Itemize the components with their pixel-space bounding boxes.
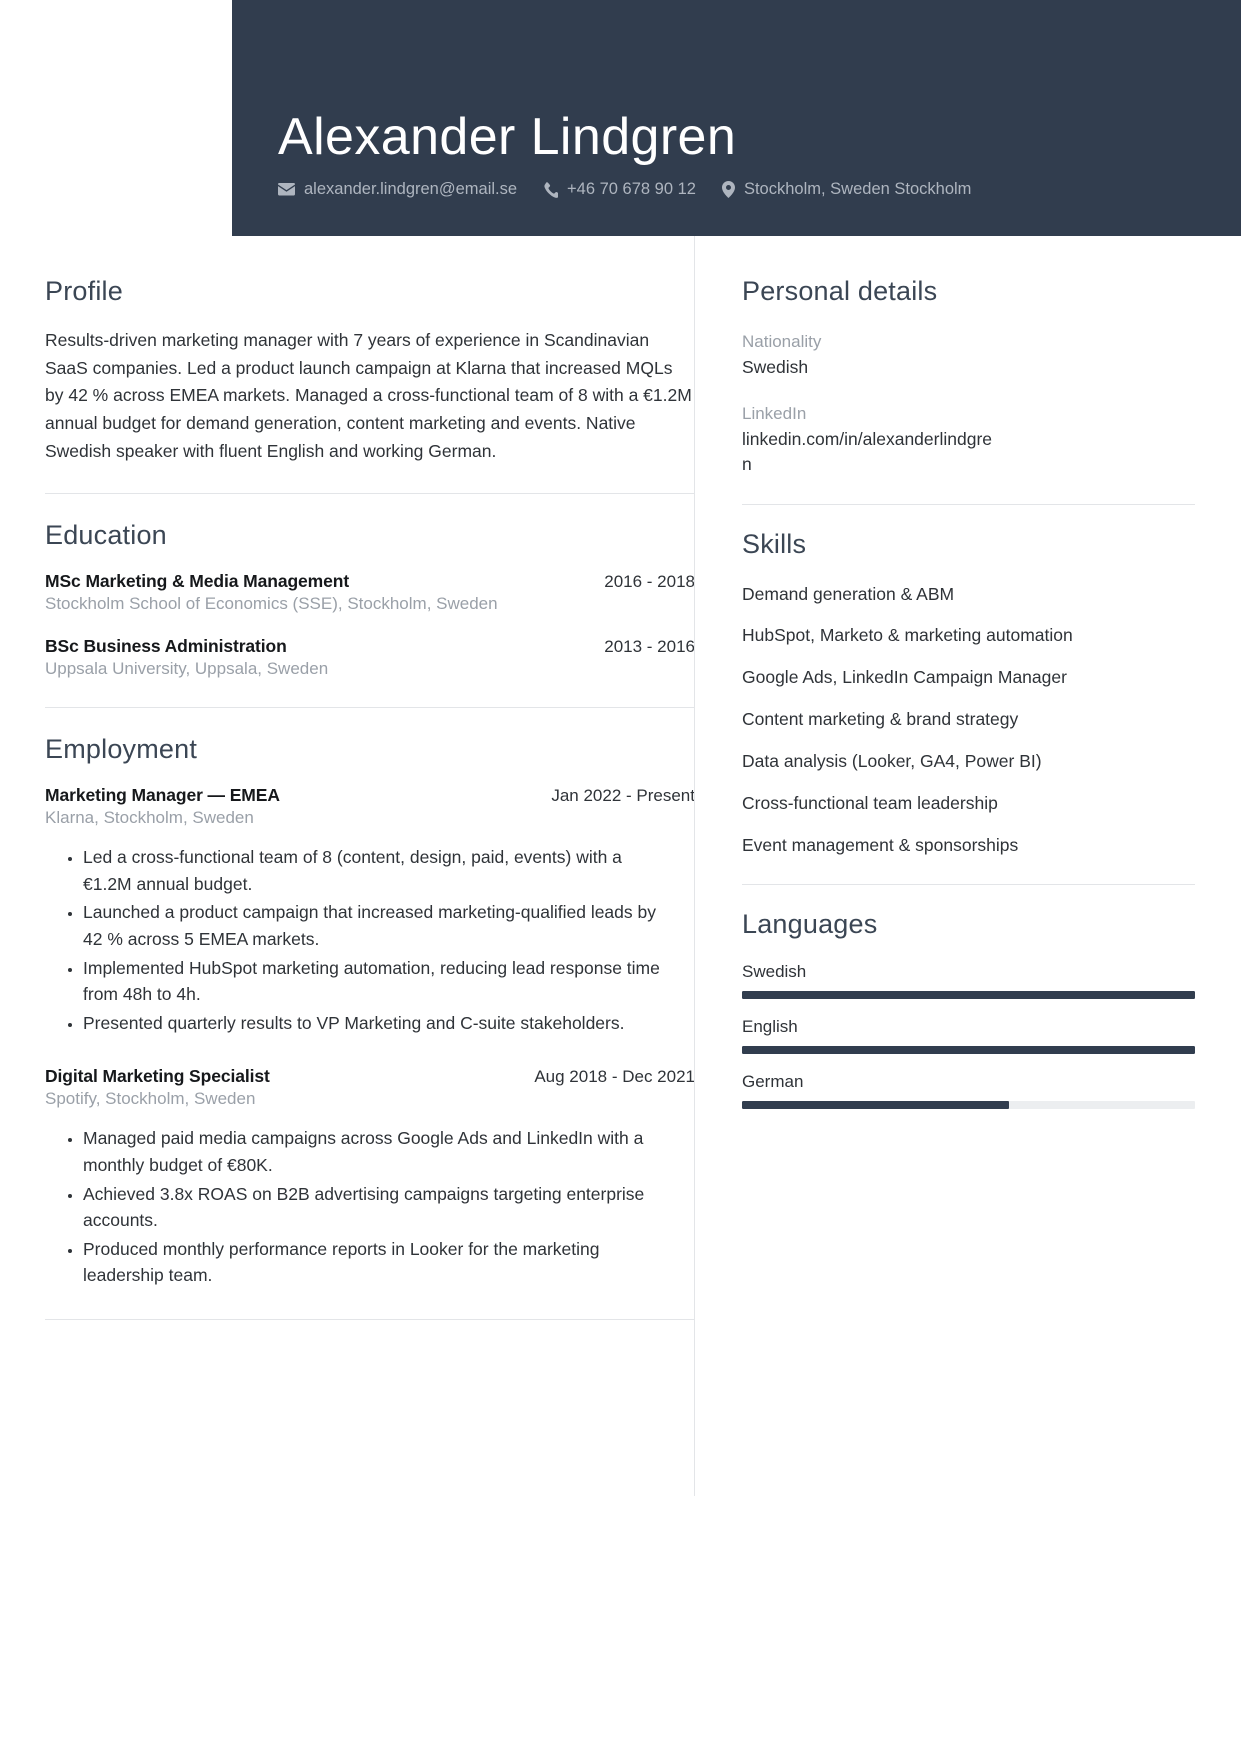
contact-phone-text: +46 70 678 90 12 [567, 180, 696, 199]
employment-entry-head [45, 1066, 695, 1087]
resume-header [232, 0, 1241, 236]
skill-item: Cross-functional team leadership [742, 792, 998, 813]
personal-details-heading: Personal details [742, 276, 938, 306]
contact-location[interactable] [722, 181, 971, 198]
skill-item: HubSpot, Marketo & marketing automation [742, 625, 1073, 646]
education-institution: Uppsala University, Uppsala, Sweden [45, 659, 329, 679]
list-item: • Managed paid media campaigns across Google Ads and LinkedIn with a monthly budget of €80K. [83, 1125, 665, 1178]
language-level-track [742, 991, 1195, 999]
employment-company: Spotify, Stockholm, Sweden [45, 1089, 256, 1109]
employment-heading: Employment [45, 734, 198, 765]
language-item [742, 1072, 1195, 1109]
contact-location-text: Stockholm, Sweden Stockholm [743, 180, 972, 199]
divider [742, 504, 1195, 505]
profile-text: Results-driven marketing manager with 7 years of experience in Scandinavian SaaS companies. Led a product launch campaign at Klarna that increased MQLs by 42 % across EMEA markets. Managed a cross-functional team of 8 with a €1.2M annual budget for demand generation, content marketing and events. Native Swedish speaker with fluent English and working German. [45, 330, 692, 461]
skill-item: Content marketing & brand strategy [742, 709, 1019, 730]
employment-bullets [45, 1125, 665, 1289]
section-personal-details [742, 276, 1195, 477]
section-languages [742, 909, 1195, 1109]
language-name: Swedish [742, 962, 807, 982]
employment-entry [45, 1066, 694, 1289]
language-item [742, 1017, 1195, 1054]
list-item: • Launched a product campaign that increased marketing-qualified leads by 42 % across 5 EMEA markets. [83, 899, 665, 952]
skill-item: Demand generation & ABM [742, 583, 955, 604]
education-degree: BSc Business Administration [45, 636, 287, 657]
language-level-fill [742, 1046, 1195, 1054]
language-item [742, 962, 1195, 999]
personal-detail-linkedin [742, 401, 1195, 476]
employment-company: Klarna, Stockholm, Sweden [45, 808, 254, 828]
detail-label: Nationality [742, 332, 822, 351]
education-entry [45, 636, 694, 679]
language-level-track [742, 1046, 1195, 1054]
skill-item: Event management & sponsorships [742, 834, 1019, 855]
employment-role: Marketing Manager — EMEA [45, 785, 280, 806]
contact-email[interactable] [278, 181, 517, 198]
education-institution: Stockholm School of Economics (SSE), Stockholm, Sweden [45, 594, 498, 614]
language-level-fill [742, 1101, 1009, 1109]
resume-body [0, 236, 1241, 1496]
contact-phone[interactable] [543, 181, 696, 198]
employment-dates: Aug 2018 - Dec 2021 [534, 1067, 695, 1087]
employment-role: Digital Marketing Specialist [45, 1066, 270, 1087]
employment-entry [45, 785, 694, 1036]
contact-email-text: alexander.lindgren@email.se [304, 180, 518, 199]
sidebar-column [694, 236, 1241, 1496]
main-column [0, 236, 694, 1346]
phone-icon [543, 182, 558, 198]
contact-row [278, 181, 1241, 198]
employment-dates: Jan 2022 - Present [551, 786, 695, 806]
section-employment [45, 734, 694, 1289]
education-heading: Education [45, 520, 167, 551]
section-profile [45, 276, 694, 465]
language-level-fill [742, 991, 1195, 999]
language-name: German [742, 1072, 804, 1092]
languages-heading: Languages [742, 909, 878, 940]
education-entry [45, 571, 694, 614]
education-entry-head [45, 636, 695, 657]
skills-heading: Skills [742, 528, 807, 559]
profile-heading: Profile [45, 276, 123, 306]
envelope-icon [278, 183, 295, 196]
language-level-track [742, 1101, 1195, 1109]
employment-bullets [45, 844, 665, 1036]
detail-value[interactable]: linkedin.com/in/alexanderlindgren [742, 428, 993, 474]
list-item: • Achieved 3.8x ROAS on B2B advertising campaigns targeting enterprise accounts. [83, 1181, 665, 1234]
employment-entry-head [45, 785, 695, 806]
list-item: • Produced monthly performance reports in Looker for the marketing leadership team. [83, 1236, 665, 1289]
list-item: • Implemented HubSpot marketing automation, reducing lead response time from 48h to 4h. [83, 955, 665, 1008]
skill-item: Google Ads, LinkedIn Campaign Manager [742, 667, 1067, 688]
divider [742, 884, 1195, 885]
language-name: English [742, 1017, 798, 1037]
education-degree: MSc Marketing & Media Management [45, 571, 350, 592]
education-dates: 2016 - 2018 [604, 572, 695, 592]
section-skills [742, 529, 1195, 858]
detail-label: LinkedIn [742, 404, 807, 424]
education-dates: 2013 - 2016 [604, 637, 695, 657]
list-item: • Presented quarterly results to VP Marketing and C-suite stakeholders. [83, 1010, 665, 1037]
skill-item: Data analysis (Looker, GA4, Power BI) [742, 750, 1042, 771]
list-item: • Led a cross-functional team of 8 (content, design, paid, events) with a €1.2M annual budget. [83, 844, 665, 897]
detail-value: Swedish [742, 356, 809, 377]
divider [45, 1319, 695, 1320]
section-education [45, 520, 694, 679]
page-title: Alexander Lindgren [278, 108, 737, 167]
divider [45, 493, 695, 494]
map-pin-icon [722, 181, 735, 198]
divider [45, 707, 695, 708]
education-entry-head [45, 571, 695, 592]
personal-detail-nationality [742, 329, 1195, 379]
